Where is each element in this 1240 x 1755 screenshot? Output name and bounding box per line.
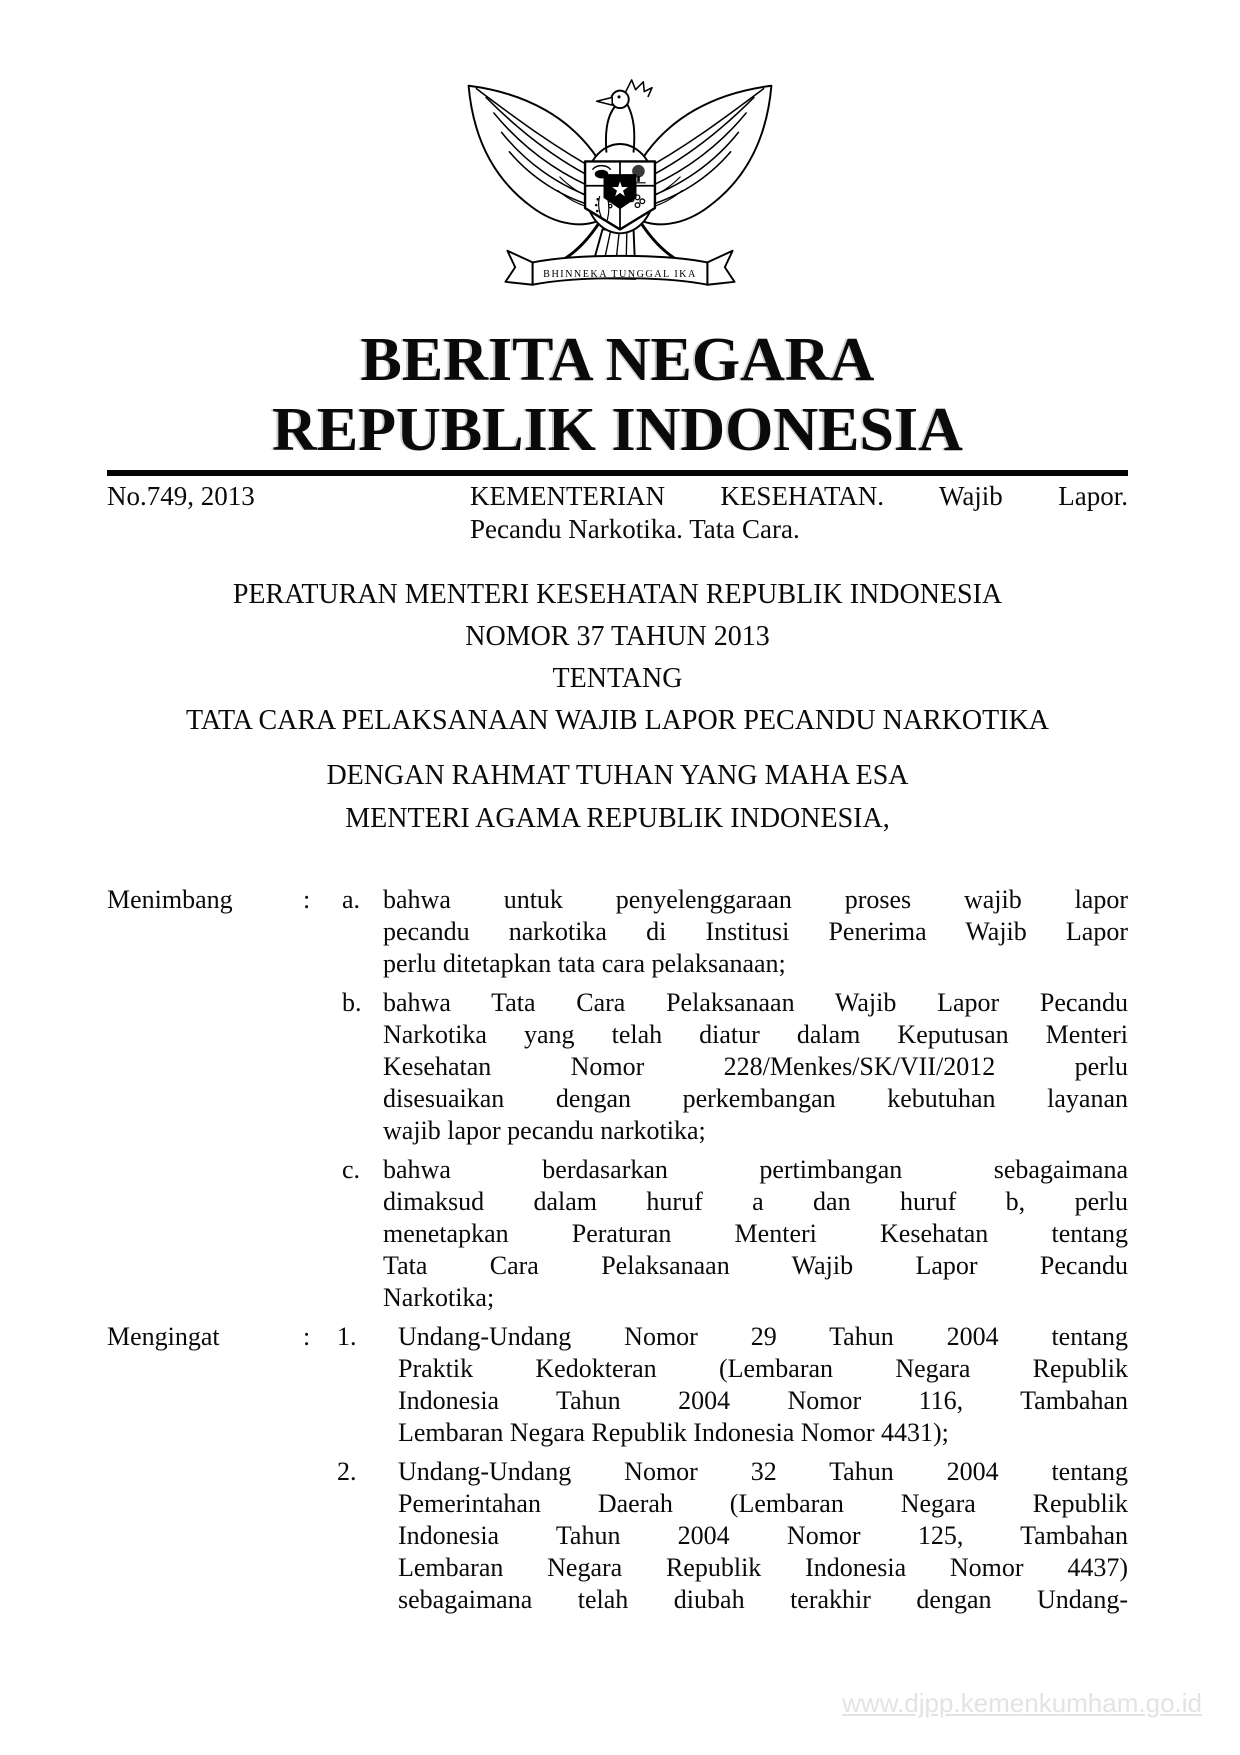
clause-mengingat <box>107 1321 1128 1616</box>
list-item <box>337 1456 1128 1616</box>
text-line: pecandu narkotika di Institusi Penerima Wajib Lapor <box>383 917 1128 946</box>
text-line: Indonesia Tahun 2004 Nomor 125, Tambahan <box>398 1521 1128 1550</box>
gazette-title-line1: BERITA NEGARA <box>360 326 875 394</box>
text-line: Pemerintahan Daerah (Lembaran Negara Republik <box>398 1489 1128 1518</box>
item-text <box>398 1321 1128 1449</box>
invocation-block <box>107 754 1128 840</box>
garuda-pancasila-emblem <box>455 62 785 297</box>
text-line: Indonesia Tahun 2004 Nomor 116, Tambahan <box>398 1386 1128 1415</box>
garuda-left-leg <box>562 224 599 261</box>
subject-line: KEMENTERIAN KESEHATAN. Wajib Lapor. <box>470 481 1128 511</box>
text-line: wajib lapor pecandu narkotika; <box>383 1116 706 1145</box>
text-line: disesuaikan dengan perkembangan kebutuhan layanan <box>383 1084 1128 1113</box>
text-line: Praktik Kedokteran (Lembaran Negara Republik <box>398 1354 1128 1383</box>
gazette-title-line2: REPUBLIK INDONESIA <box>272 396 963 464</box>
text-line: sebagaimana telah diubah terakhir dengan Undang- <box>398 1585 1128 1614</box>
item-text <box>383 884 1128 980</box>
item-marker: b. <box>342 988 362 1017</box>
regulation-number: NOMOR 37 TAHUN 2013 <box>465 621 770 652</box>
item-text <box>383 1154 1128 1314</box>
text-line: Undang-Undang Nomor 29 Tahun 2004 tentang <box>398 1322 1128 1351</box>
text-line: Narkotika; <box>383 1283 495 1312</box>
masthead <box>107 325 1128 465</box>
item-marker: a. <box>342 885 361 914</box>
list-item <box>342 987 1128 1147</box>
masthead-divider <box>107 470 1128 476</box>
text-line: Tata Cara Pelaksanaan Wajib Lapor Pecandu <box>383 1251 1128 1280</box>
garuda-pancasila-icon <box>455 62 785 292</box>
clauses <box>107 884 1128 1616</box>
clause-label: Menimbang <box>107 885 233 914</box>
mengingat-items <box>337 1321 1128 1616</box>
text-line: dimaksud dalam huruf a dan huruf b, perlu <box>383 1187 1128 1216</box>
issue-row <box>107 480 1128 546</box>
text-line: menetapkan Peraturan Menteri Kesehatan tentang <box>383 1219 1128 1248</box>
subject-line: Pecandu Narkotika. Tata Cara. <box>470 514 800 544</box>
regulation-title-line1: PERATURAN MENTERI KESEHATAN REPUBLIK INDONESIA <box>232 579 1003 610</box>
text-line: Undang-Undang Nomor 32 Tahun 2004 tentang <box>398 1457 1128 1486</box>
clause-menimbang <box>107 884 1128 1314</box>
regulation-title <box>107 574 1128 742</box>
watermark-link[interactable]: www.djpp.kemenkumham.go.id <box>842 1688 1202 1718</box>
regulation-tentang: TENTANG <box>552 663 683 694</box>
item-text <box>383 987 1128 1147</box>
emblem-ribbon-text: BHINNEKA TUNGGAL IKA <box>543 268 697 280</box>
authority-line: MENTERI AGAMA REPUBLIK INDONESIA, <box>345 803 890 834</box>
list-item <box>337 1321 1128 1449</box>
text-line: Narkotika yang telah diatur dalam Keputusan Menteri <box>383 1020 1128 1049</box>
subject-block <box>470 480 1128 546</box>
clause-label: Mengingat <box>107 1322 220 1351</box>
item-marker: 1. <box>337 1322 357 1351</box>
text-line: Lembaran Negara Republik Indonesia Nomor 4431); <box>398 1418 949 1447</box>
list-item <box>342 1154 1128 1314</box>
item-text <box>398 1456 1128 1616</box>
text-line: bahwa berdasarkan pertimbangan sebagaimana <box>383 1155 1128 1184</box>
invocation-line: DENGAN RAHMAT TUHAN YANG MAHA ESA <box>326 760 909 791</box>
item-marker: 2. <box>337 1457 357 1486</box>
garuda-head <box>597 80 652 152</box>
issue-number: No.749, 2013 <box>107 481 255 511</box>
item-marker: c. <box>342 1155 361 1184</box>
text-line: bahwa untuk penyelenggaraan proses wajib lapor <box>383 885 1128 914</box>
garuda-right-leg <box>641 224 678 261</box>
clause-colon: : <box>303 885 311 914</box>
text-line: Lembaran Negara Republik Indonesia Nomor 4437) <box>398 1553 1128 1582</box>
regulation-subject: TATA CARA PELAKSANAAN WAJIB LAPOR PECANDU NARKOTIKA <box>185 705 1050 736</box>
list-item <box>342 884 1128 980</box>
text-line: bahwa Tata Cara Pelaksanaan Wajib Lapor Pecandu <box>383 988 1128 1017</box>
text-line: perlu ditetapkan tata cara pelaksanaan; <box>383 949 786 978</box>
clause-colon: : <box>303 1322 311 1351</box>
text-line: Kesehatan Nomor 228/Menkes/SK/VII/2012 perlu <box>383 1052 1128 1081</box>
menimbang-items <box>342 884 1128 1314</box>
